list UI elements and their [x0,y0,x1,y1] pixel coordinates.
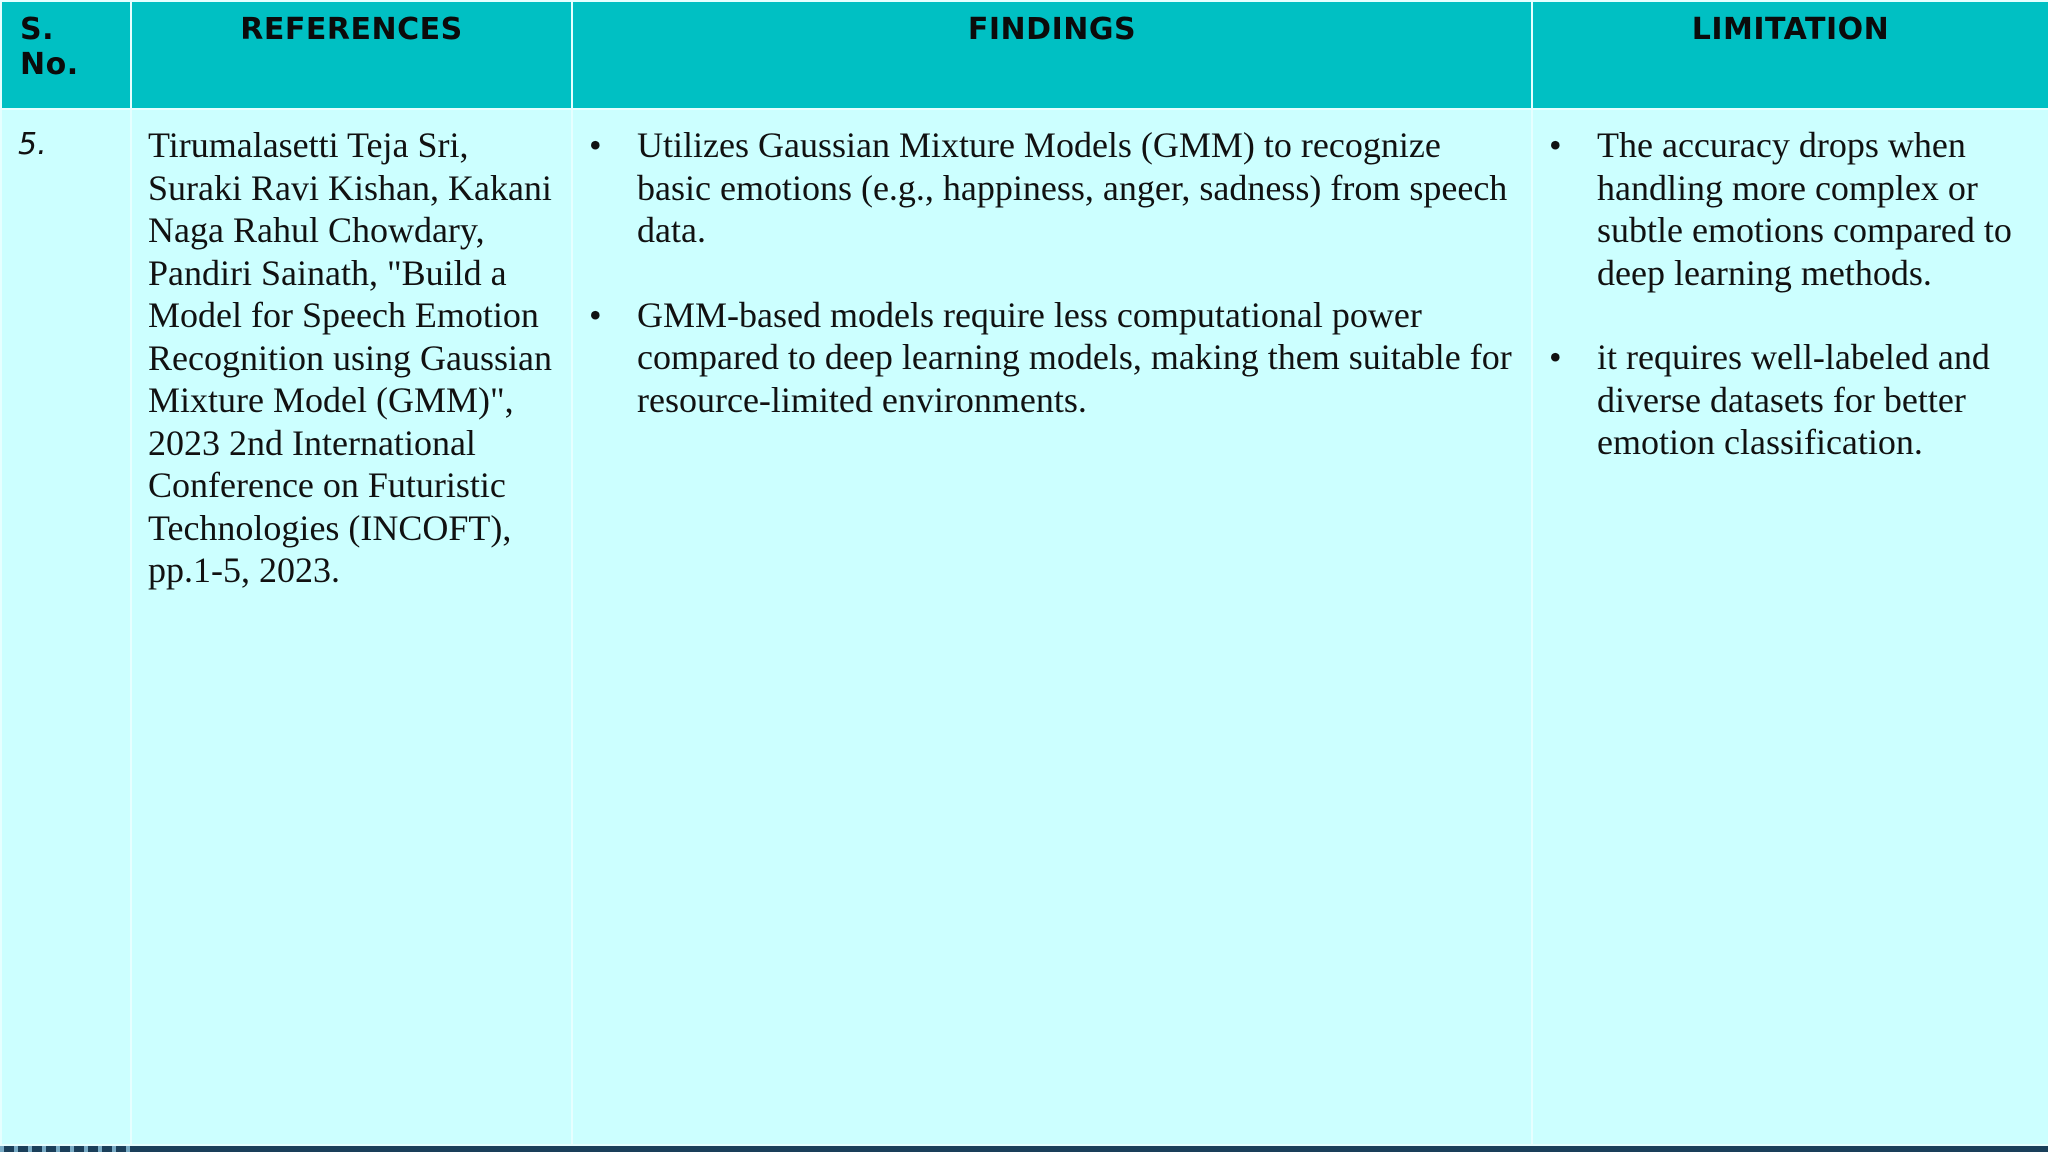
header-findings: FINDINGS [572,1,1532,109]
row-reference: Tirumalasetti Teja Sri, Suraki Ravi Kishan, Kakani Naga Rahul Chowdary, Pandiri Sainath, "Build a Model for Speech Emotion Recognition using Gaussian Mixture Model (GMM)", 2023 2nd International Conference on Futuristic Technologies (INCOFT), pp.1-5, 2023. [131,109,572,1145]
footer-decoration [0,1146,130,1152]
limitation-list [1547,124,2034,464]
bullet-icon: • [589,125,602,165]
findings-item [587,294,1517,422]
bullet-icon: • [1549,125,1562,165]
bullet-icon: • [589,294,602,335]
header-row [1,1,2048,109]
row-sno: 5. [1,109,131,1145]
findings-item [587,124,1517,252]
row-limitation [1532,109,2048,1145]
findings-list [587,124,1517,421]
limitation-text: it requires well-labeled and diverse datasets for better emotion classification. [1597,337,1990,462]
limitation-item [1547,336,2034,464]
limitation-text: The accuracy drops when handling more complex or subtle emotions compared to deep learning methods. [1597,125,2012,293]
header-references: REFERENCES [131,1,572,109]
row-findings [572,109,1532,1145]
table-row [1,109,2048,1145]
footer-strip [0,1146,2048,1152]
limitation-item [1547,124,2034,294]
bullet-icon: • [1549,337,1562,377]
findings-text: Utilizes Gaussian Mixture Models (GMM) to recognize basic emotions (e.g., happiness, anger, sadness) from speech data. [637,125,1508,250]
header-sno: S. No. [1,1,131,109]
header-limitation: LIMITATION [1532,1,2048,109]
findings-text: GMM-based models require less computational power compared to deep learning models, making them suitable for resource-limited environments. [637,294,1512,420]
